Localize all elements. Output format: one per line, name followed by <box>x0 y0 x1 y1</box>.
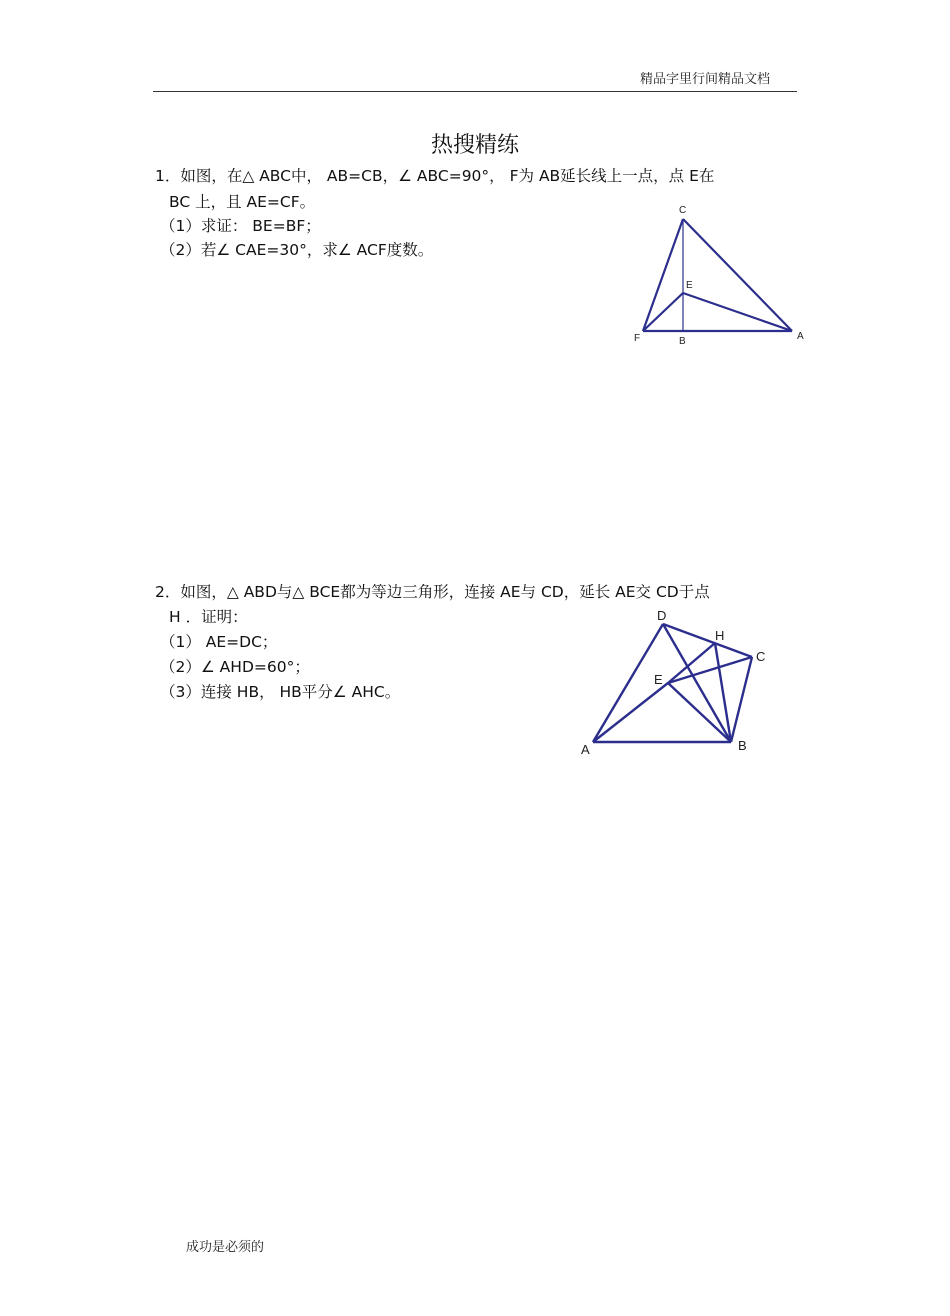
segment-eh <box>668 643 715 683</box>
label-a: A <box>797 331 804 342</box>
header-text: 精品字里行间精品文档 <box>640 72 771 87</box>
label-c2: C <box>756 649 766 664</box>
label-b: B <box>679 336 686 347</box>
segment-ea <box>683 293 792 331</box>
page-title: 热搜精练 <box>430 133 519 158</box>
label-f: F <box>634 333 641 344</box>
problem2-part1: （1） AE=DC； <box>160 633 278 651</box>
label-e2: E <box>654 672 663 687</box>
segment-ec <box>668 657 752 683</box>
segment-cb2 <box>731 657 752 742</box>
problem1-part2: （2）若∠ CAE=30°，求∠ ACF度数。 <box>160 241 434 259</box>
segment-ca <box>683 219 792 331</box>
label-a2: A <box>581 742 590 757</box>
problem2-part3: （3）连接 HB， HB平分∠ AHC。 <box>160 683 401 701</box>
label-c: C <box>679 205 687 216</box>
label-b2: B <box>738 738 747 753</box>
problem1-line2: BC 上，且 AE=CF。 <box>169 193 316 211</box>
problem2-line1: 2．如图，△ ABD与△ BCE都为等边三角形，连接 AE与 CD，延长 AE交 CD于点 <box>155 583 710 601</box>
segment-ae <box>593 683 668 742</box>
problem2-line2: H ．证明： <box>169 608 248 626</box>
footer-text: 成功是必须的 <box>186 1240 265 1255</box>
segment-eb <box>668 683 731 742</box>
problem2-part2: （2）∠ AHD=60°； <box>160 658 310 676</box>
label-e: E <box>686 280 693 291</box>
label-d: D <box>657 608 667 623</box>
label-h: H <box>715 628 725 643</box>
problem1-line1: 1．如图，在△ ABC中， AB=CB，∠ ABC=90°， F为 AB延长线上一点，点 E在 <box>155 167 715 185</box>
segment-fc <box>643 219 683 331</box>
problem1-part1: （1）求证： BE=BF； <box>160 217 321 235</box>
segment-ad <box>593 624 663 742</box>
segment-dc <box>663 624 752 657</box>
